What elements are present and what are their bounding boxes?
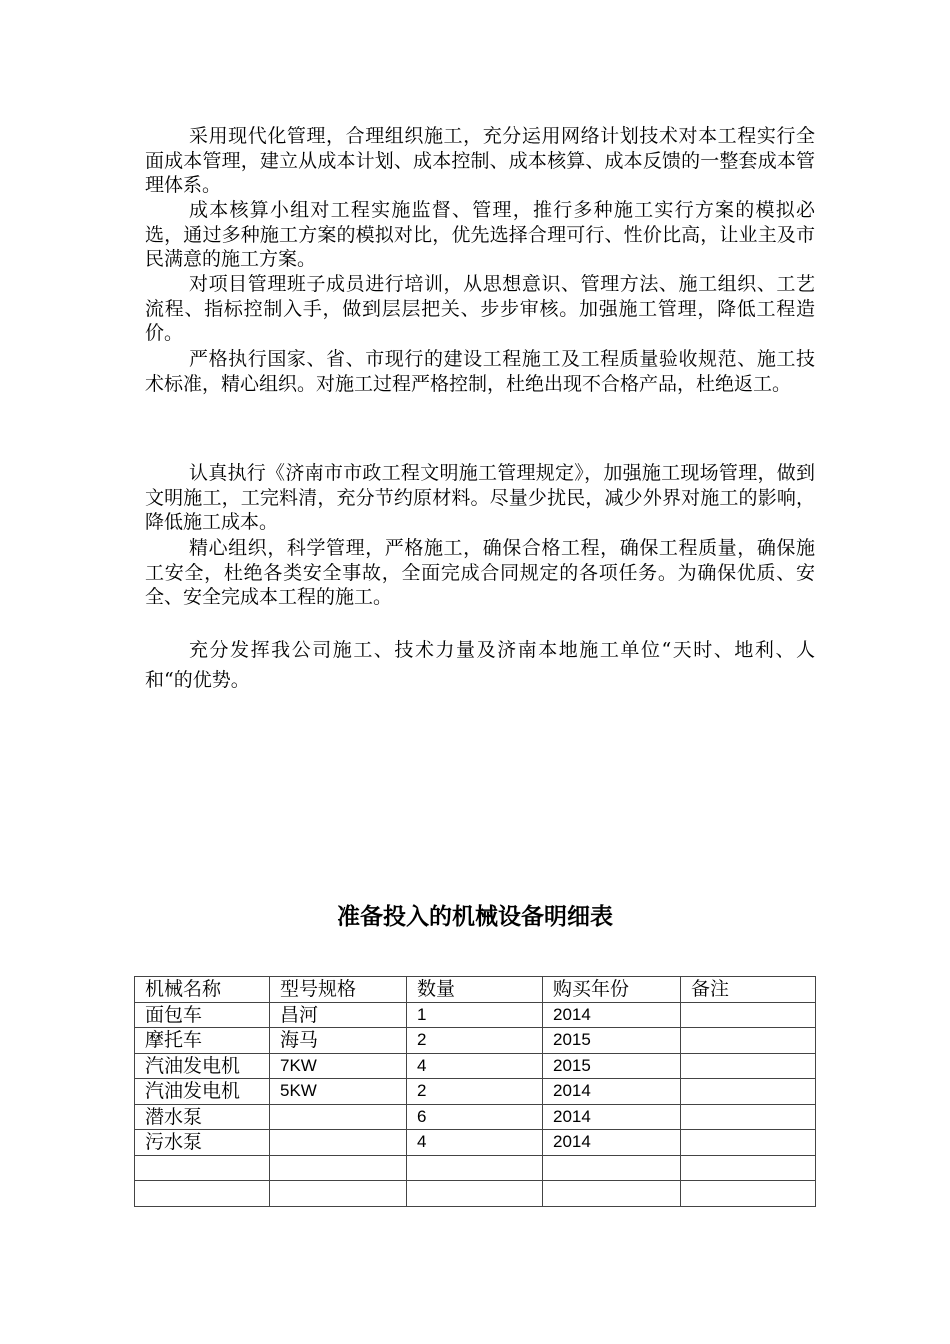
paragraph-cost-accounting: 成本核算小组对工程实施监督、管理，推行多种施工实行方案的模拟必选，通过多种施工方案的模拟对比，优先选择合理可行、性价比高，让业主及市民满意的施工方案。 [145, 199, 815, 270]
table-row [135, 1053, 816, 1079]
cell-quantity: 1 [407, 1002, 543, 1028]
header-machine-name: 机械名称 [135, 977, 270, 1003]
cell-remarks [681, 1079, 816, 1105]
header-model-spec: 型号规格 [270, 977, 407, 1003]
cell-model-spec [270, 1104, 407, 1130]
cell-remarks [681, 1028, 816, 1054]
cell-purchase-year: 2014 [543, 1130, 681, 1156]
paragraph-cost-management: 采用现代化管理，合理组织施工，充分运用网络计划技术对本工程实行全面成本管理，建立从成本计划、成本控制、成本核算、成本反馈的一整套成本管理体系。 [145, 125, 815, 196]
cell-machine-name: 摩托车 [135, 1028, 270, 1054]
cell-machine-name: 污水泵 [135, 1130, 270, 1156]
cell-model-spec: 7KW [270, 1053, 407, 1079]
table-row [135, 1130, 816, 1156]
table-row [135, 1079, 816, 1105]
cell-quantity [407, 1155, 543, 1181]
cell-purchase-year [543, 1155, 681, 1181]
cell-quantity: 4 [407, 1130, 543, 1156]
cell-model-spec: 5KW [270, 1079, 407, 1105]
table-row [135, 1104, 816, 1130]
header-quantity: 数量 [407, 977, 543, 1003]
cell-purchase-year: 2014 [543, 1079, 681, 1105]
cell-purchase-year: 2015 [543, 1028, 681, 1054]
cell-remarks [681, 1002, 816, 1028]
cell-quantity: 6 [407, 1104, 543, 1130]
cell-machine-name: 潜水泵 [135, 1104, 270, 1130]
cell-model-spec [270, 1155, 407, 1181]
cell-machine-name [135, 1155, 270, 1181]
cell-model-spec [270, 1130, 407, 1156]
cell-purchase-year: 2014 [543, 1104, 681, 1130]
paragraph-local-advantage: 充分发挥我公司施工、技术力量及济南本地施工单位“天时、地利、人和“的优势。 [145, 639, 815, 691]
table-row [135, 1002, 816, 1028]
cell-quantity: 2 [407, 1079, 543, 1105]
cell-remarks [681, 1053, 816, 1079]
table-row-empty [135, 1155, 816, 1181]
paragraph-civilized-construction: 认真执行《济南市市政工程文明施工管理规定》，加强施工现场管理，做到文明施工，工完料清，充分节约原材料。尽量少扰民，减少外界对施工的影响，降低施工成本。 [145, 462, 815, 533]
cell-machine-name: 面包车 [135, 1002, 270, 1028]
paragraph-team-training: 对项目管理班子成员进行培训，从思想意识、管理方法、施工组织、工艺流程、指标控制入手，做到层层把关、步步审核。加强施工管理，降低工程造价。 [145, 273, 815, 344]
cell-machine-name [135, 1181, 270, 1207]
header-purchase-year: 购买年份 [543, 977, 681, 1003]
paragraph-safety-management: 精心组织，科学管理，严格施工，确保合格工程，确保工程质量，确保施工安全，杜绝各类安全事故，全面完成合同规定的各项任务。为确保优质、安全、安全完成本工程的施工。 [145, 537, 815, 608]
cell-purchase-year: 2015 [543, 1053, 681, 1079]
table-title: 准备投入的机械设备明细表 [337, 903, 613, 930]
cell-remarks [681, 1104, 816, 1130]
cell-remarks [681, 1155, 816, 1181]
cell-remarks [681, 1181, 816, 1207]
cell-model-spec: 昌河 [270, 1002, 407, 1028]
table-header-row [135, 977, 816, 1003]
cell-model-spec [270, 1181, 407, 1207]
cell-purchase-year [543, 1181, 681, 1207]
cell-machine-name: 汽油发电机 [135, 1053, 270, 1079]
table-row [135, 1028, 816, 1054]
cell-quantity: 4 [407, 1053, 543, 1079]
cell-purchase-year: 2014 [543, 1002, 681, 1028]
paragraph-quality-standards: 严格执行国家、省、市现行的建设工程施工及工程质量验收规范、施工技术标准，精心组织。对施工过程严格控制，杜绝出现不合格产品，杜绝返工。 [145, 348, 815, 395]
table-row-empty [135, 1181, 816, 1207]
cell-machine-name: 汽油发电机 [135, 1079, 270, 1105]
cell-quantity [407, 1181, 543, 1207]
cell-remarks [681, 1130, 816, 1156]
cell-quantity: 2 [407, 1028, 543, 1054]
equipment-table [134, 976, 816, 1207]
cell-model-spec: 海马 [270, 1028, 407, 1054]
header-remarks: 备注 [681, 977, 816, 1003]
